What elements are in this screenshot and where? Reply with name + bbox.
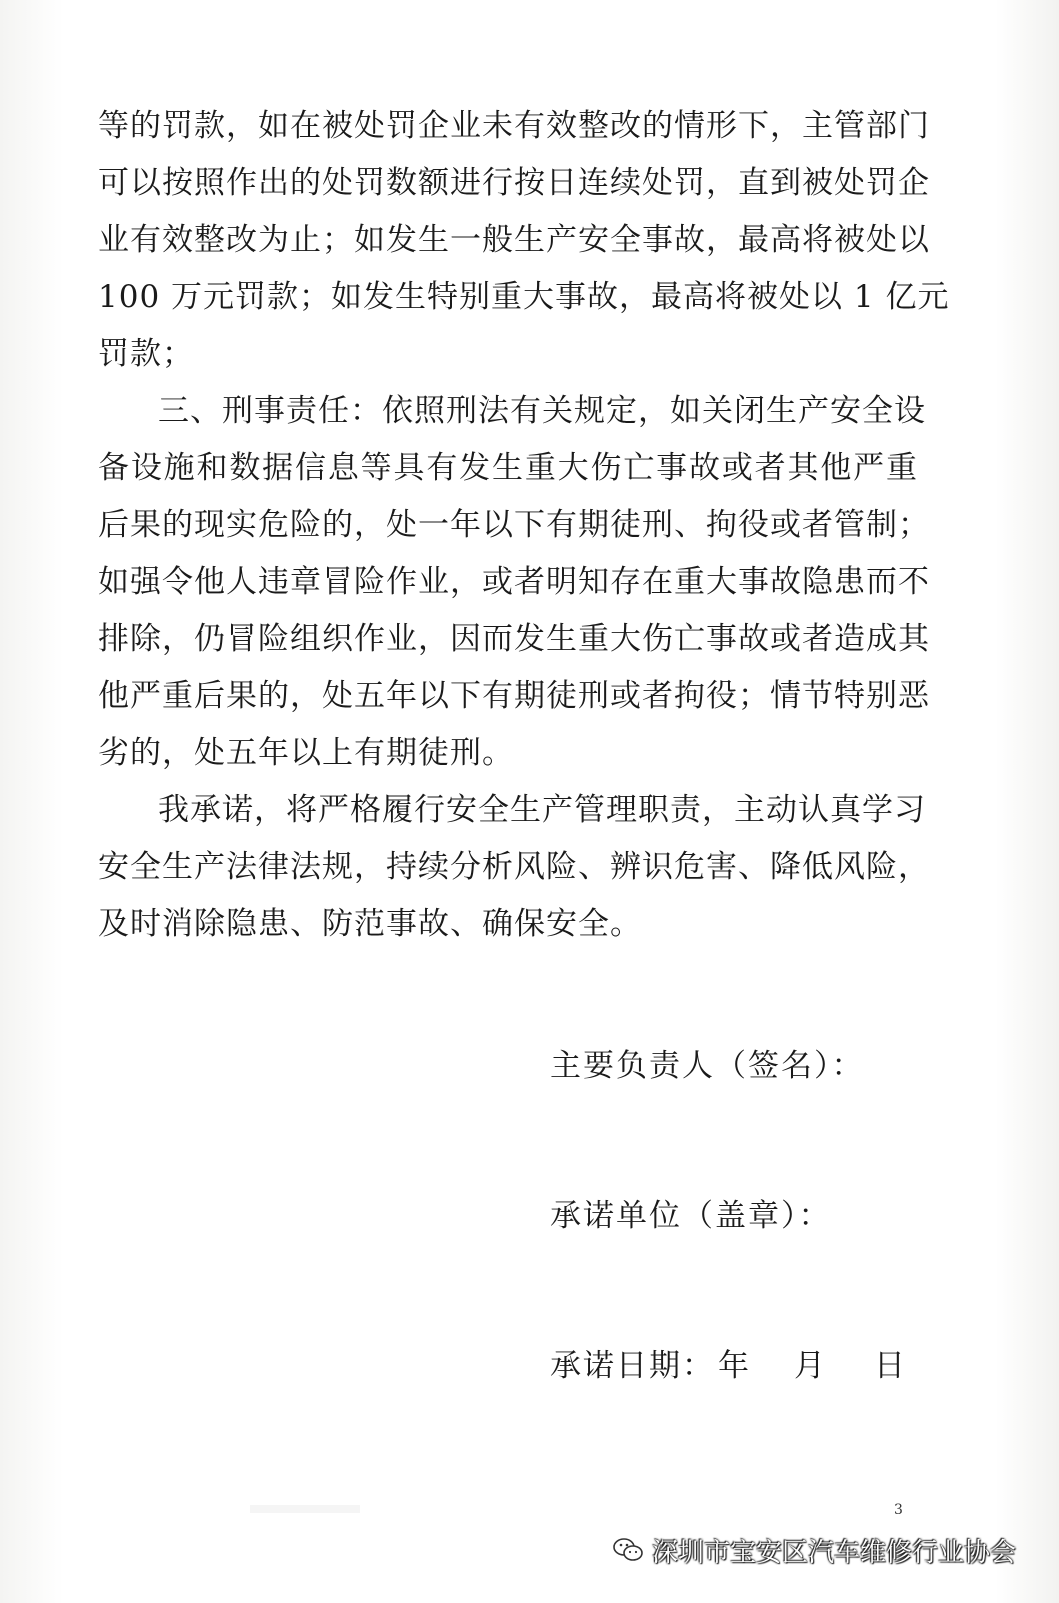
watermark-text: 深圳市宝安区汽车维修行业协会 <box>652 1537 1017 1568</box>
section-three-line-1: 三、刑事责任：依照刑法有关规定，如关闭生产安全设 <box>158 393 926 429</box>
body-line-1: 等的罚款，如在被处罚企业未有效整改的情形下，主管部门 <box>98 108 930 144</box>
commitment-line-2: 安全生产法律法规，持续分析风险、辨识危害、降低风险， <box>98 849 930 885</box>
watermark-footer <box>612 1530 1016 1570</box>
section-three-line-2: 备设施和数据信息等具有发生重大伤亡事故或者其他严重 <box>98 450 918 486</box>
section-three-line-5: 排除，仍冒险组织作业，因而发生重大伤亡事故或者造成其 <box>98 621 930 657</box>
commitment-line-1: 我承诺，将严格履行安全生产管理职责，主动认真学习 <box>158 792 926 828</box>
principal-signature-label: 主要负责人（签名）： <box>550 1048 865 1084</box>
date-year-label: 年 <box>718 1348 749 1384</box>
page-number: 3 <box>894 1502 903 1518</box>
body-line-3: 业有效整改为止；如发生一般生产安全事故，最高将被处以 <box>98 222 930 258</box>
commitment-date-label: 承诺日期： <box>550 1348 715 1384</box>
date-month-label: 月 <box>794 1348 825 1384</box>
body-line-4: 100 万元罚款；如发生特别重大事故，最高将被处以 1 亿元 <box>98 279 950 315</box>
body-line-2: 可以按照作出的处罚数额进行按日连续处罚，直到被处罚企 <box>98 165 930 201</box>
section-three-line-4: 如强令他人违章冒险作业，或者明知存在重大事故隐患而不 <box>98 564 930 600</box>
wechat-icon <box>612 1536 644 1564</box>
body-line-5: 罚款； <box>98 336 194 372</box>
unit-seal-label: 承诺单位（盖章）： <box>550 1198 832 1234</box>
section-three-line-6: 他严重后果的，处五年以下有期徒刑或者拘役；情节特别恶 <box>98 678 930 714</box>
commitment-line-3: 及时消除隐患、防范事故、确保安全。 <box>98 906 642 942</box>
section-three-line-3: 后果的现实危险的，处一年以下有期徒刑、拘役或者管制； <box>98 507 930 543</box>
date-day-label: 日 <box>874 1348 905 1384</box>
section-three-line-7: 劣的，处五年以上有期徒刑。 <box>98 735 514 771</box>
scan-smudge <box>250 1505 360 1513</box>
